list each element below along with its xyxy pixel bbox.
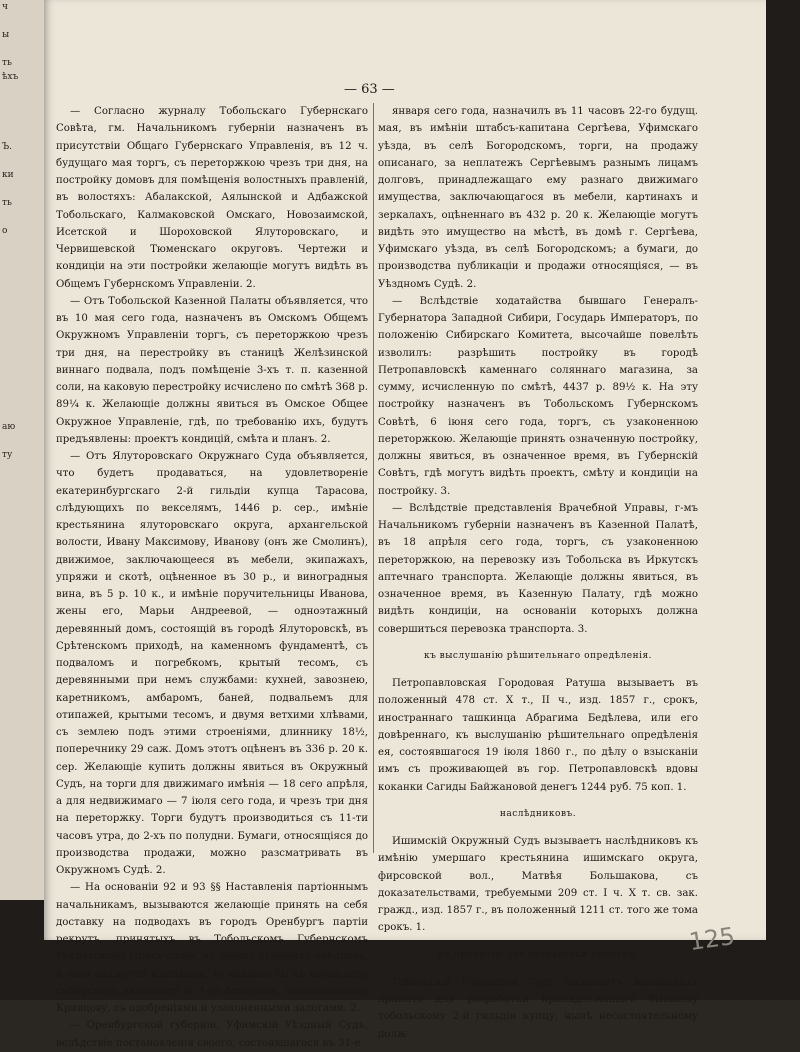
margin-fragment <box>0 336 44 350</box>
document-page <box>44 0 766 1049</box>
margin-fragment: аю <box>2 422 16 432</box>
notice-paragraph: — Вслѣдствіе представленія Врачебной Управы, г-мъ Начальникомъ губерніи назначенъ въ Казенной Палатѣ, въ 18 апрѣля сего года, торгъ, съ узаконенною переторжкою, на перевозку изъ Тобольска въ Иркутскъ аптечнаго транспорта. Желающіе должны явиться, въ означенное время, въ Казенную Палату, гдѣ можно видѣть кондиціи, на основаніи которыхъ должна совершиться перевозка транспорта. 3. <box>378 502 698 635</box>
margin-fragment: ч <box>2 2 8 12</box>
margin-fragment: ть <box>2 58 12 68</box>
margin-fragment <box>0 406 44 420</box>
margin-fragment: Ъ. <box>2 142 13 152</box>
margin-fragment <box>0 378 44 392</box>
margin-fragment <box>0 560 44 574</box>
margin-fragment <box>0 350 44 364</box>
section-heading: къ выслушанію рѣшительнаго опредѣленія. <box>423 650 653 661</box>
margin-fragment <box>0 266 44 280</box>
margin-fragment <box>0 392 44 406</box>
margin-fragment <box>0 434 44 448</box>
margin-fragment <box>0 504 44 518</box>
previous-page-edge <box>0 0 44 900</box>
notice-paragraph: января сего года, назначилъ въ 11 часовъ 22-го будущ. мая, въ имѣніи штабсъ-капитана Сергѣева, Уфимскаго уѣзда, въ селѣ Богородскомъ, торги, на продажу описанаго, за неплатежъ Сергѣевымъ разнымъ лицамъ долговъ, принадлежащаго ему разнаго движимаго имущества, заключающагося въ мебели, картинахъ и зеркалахъ, оцѣненнаго въ 432 р. 20 к. Желающіе могутъ видѣть это имущество на мѣстѣ, въ домѣ г. Сергѣева, Уфимскаго уѣзда, въ селѣ Богородскомъ; а бумаги, до производства публикаціи и продажи относящіяся, — въ Уѣздномъ Судѣ. 2. <box>378 106 698 290</box>
page-number: — 63 — <box>344 82 395 97</box>
notice-paragraph: — Оренбургской губерніи, Уфимскій Уѣздный Судъ, вслѣдствіе постановленія своего, состоявшагося въ 31-е <box>56 1020 368 1049</box>
margin-fragment <box>0 546 44 560</box>
section-heading: наслѣдниковъ. <box>499 808 577 819</box>
margin-fragment <box>0 308 44 322</box>
margin-fragment: ть <box>2 198 12 208</box>
margin-fragment <box>0 14 44 28</box>
margin-fragment <box>0 574 44 588</box>
margin-fragment: о <box>2 226 8 236</box>
margin-fragment <box>0 364 44 378</box>
margin-fragment <box>0 490 44 504</box>
margin-fragment: ту <box>2 450 13 460</box>
margin-fragment <box>0 182 44 196</box>
margin-fragment <box>0 112 44 126</box>
handwritten-page-note: 125 <box>687 921 737 957</box>
margin-fragment <box>0 280 44 294</box>
margin-fragment: ы <box>2 30 10 40</box>
margin-fragment <box>0 294 44 308</box>
margin-fragment <box>0 84 44 98</box>
margin-fragment <box>0 238 44 252</box>
margin-fragment: ки <box>2 170 14 180</box>
margin-fragment <box>0 98 44 112</box>
notice-paragraph: — Отъ Ялуторовскаго Окружнаго Суда объявляется, что будетъ продаваться, на удовлетвореніе екатеринбургскаго 2-й гильдіи купца Тарасова, слѣдующихъ по векселямъ, 1446 р. сер., имѣніе крестьянина ялуторовскаго округа, архангельской волости, Ивану Максимову, Иванову (онъ же Смолинъ), движимое, заключающееся въ мебели, экипажахъ, упряжи и скотѣ, оцѣненное въ 30 р., и виноградныя вина, въ 5 р. 10 к., и имѣніе поручительницы Иванова, жены его, Марьи Андреевой, — одноэтажный деревянный домъ, состоящій въ городѣ Ялуторовскѣ, въ Срѣтенскомъ приходѣ, на каменномъ фундаментѣ, съ подваломъ и погребкомъ, крытый тесомъ, съ деревянными при немъ службами: кухней, завознею, каретникомъ, амбаромъ, баней, подвальемъ для отипажей, крытыми тесомъ, и двумя ветхими хлѣвами, съ землею подъ этими строеніями, длиннику 18½, поперечнику 29 саж. Домъ этотъ оцѣненъ въ 336 р. 20 к. сер. Желающіе купить должны явиться въ Окружный Судъ, на торги для движимаго имѣнія — 18 сего апрѣля, а для недвижимаго — 7 іюля сего года, и чрезъ три дня на переторжку. Торги будутъ производиться съ 11-ти часовъ утра, до 2-хъ по полудни. Бумаги, относящіяся до производства продажи, можно разсматривать въ Окружномъ Судѣ. 2. <box>56 451 368 876</box>
section-paragraph: Петропавловская Городовая Ратуша вызываетъ въ положенный 478 ст. X т., II ч., изд. 1857 г., срокъ, иностраннаго ташкинца Абрагима Бедѣлева, или его довѣреннаго, къ выслушанію рѣшительнаго опредѣленія ея, состоявшагося 19 іюля 1860 г., по дѣлу о взысканіи имъ съ проживающей въ гор. Петропавловскѣ вдовы коканки Сагиды Байжановой денегъ 1244 руб. 75 коп. 1. <box>378 678 698 793</box>
margin-fragment: ѣхъ <box>2 72 19 82</box>
notice-paragraph: — На основаніи 92 и 93 §§ Наставленія партіоннымъ начальникамъ, вызываются желающіе принять на себя доставку на подводахъ въ городъ Оренбургъ партіи рекрутъ, принятыхъ въ Тобольскомъ Губернскомъ Рекрутскомъ Присутствіи, въ зачетъ будущихъ наборовъ, и если окажутся желающіе, то явились бы къ командиру сибирскаго линейнаго № 1-го баталіона, подполковнику Кривцову, съ одобреніями и узаконенными залогами. 2. <box>56 882 368 1014</box>
notice-paragraph: — Согласно журналу Тобольскаго Губернскаго Совѣта, гм. Начальникомъ губерніи назначенъ въ присутствіи Общаго Губернскаго Управленія, въ 12 ч. будущаго мая торгъ, съ переторжкою чрезъ три дня, на постройку домовъ для помѣщенія волостныхъ правленій, въ волостяхъ: Абалакской, Аялынской и Адбажской Тобольскаго, Калмаковской Омскаго, Новозаимской, Исетской и Шороховской Ялуторовскаго, и Червишевской Тюменскаго округовъ. Чертежи и кондиціи на эти постройки желающіе могутъ видѣть въ Общемъ Губернскомъ Управленіи. 2. <box>56 106 368 290</box>
margin-fragment <box>0 126 44 140</box>
margin-fragment <box>0 518 44 532</box>
left-column <box>56 103 368 1052</box>
right-column <box>378 103 698 1043</box>
margin-fragment <box>0 532 44 546</box>
margin-fragment <box>0 322 44 336</box>
section-heading: къ принятію для разработки прииска. <box>438 949 638 960</box>
notice-paragraph: — Вслѣдствіе ходатайства бывшаго Генералъ-Губернатора Западной Сибири, Государь Императоръ, по положенію Сибирскаго Комитета, высочайше повелѣть изволилъ: разрѣшить постройку въ городѣ Петропавловскѣ каменнаго соляннаго магазина, за сумму, исчисленную по смѣтѣ, 4437 р. 89½ к. На эту постройку назначенъ въ Тобольскомъ Губернскомъ Совѣтѣ, 6 іюня сего года, торгъ, съ узаконенною переторжкою. Желающіе принять означенную постройку, должны явиться, въ означенное время, въ Губернскій Совѣтъ, гдѣ могутъ видѣть проектъ, смѣту и кондиціи на постройку. 3. <box>378 295 698 497</box>
margin-fragment <box>0 476 44 490</box>
section-paragraph: Тобольскій Городовой Судъ вызываетъ желающихъ принять для разработки принадлежащаго бывшему тобольскому 2-й гильдіи купцу, нынѣ несостоятельному долж- <box>378 976 698 1040</box>
margin-fragment <box>0 252 44 266</box>
margin-fragment <box>0 154 44 168</box>
section-paragraph: Ишимскій Окружный Судъ вызываетъ наслѣдниковъ къ имѣнію умершаго крестьянина ишимскаго округа, фирсовской вол., Матвѣя Большакова, съ доказательствами, требуемыми 209 ст. I ч. X т. св. зак. гражд., изд. 1857 г., въ положенный 1211 ст. того же тома срокъ. 1. <box>378 836 698 934</box>
margin-fragment <box>0 588 44 602</box>
margin-fragment <box>0 462 44 476</box>
margin-fragment <box>0 42 44 56</box>
notice-paragraph: — Отъ Тобольской Казенной Палаты объявляется, что въ 10 мая сего года, назначенъ въ Омскомъ Общемъ Окружномъ Управленіи торгъ, съ переторжкою чрезъ три дня, на перестройку въ станицѣ Желѣзинской виннаго подвала, подъ помѣщеніе 3-хъ т. п. казенной соли, на каковую перестройку исчислено по смѣтѣ 368 р. 89¼ к. Желающіе должны явиться въ Омское Общее Окружное Управленіе, гдѣ, по требованію ихъ, будутъ предъявлены: проектъ кондицій, смѣта и планъ. 2. <box>56 295 368 445</box>
column-divider <box>373 103 374 853</box>
margin-fragment <box>0 210 44 224</box>
